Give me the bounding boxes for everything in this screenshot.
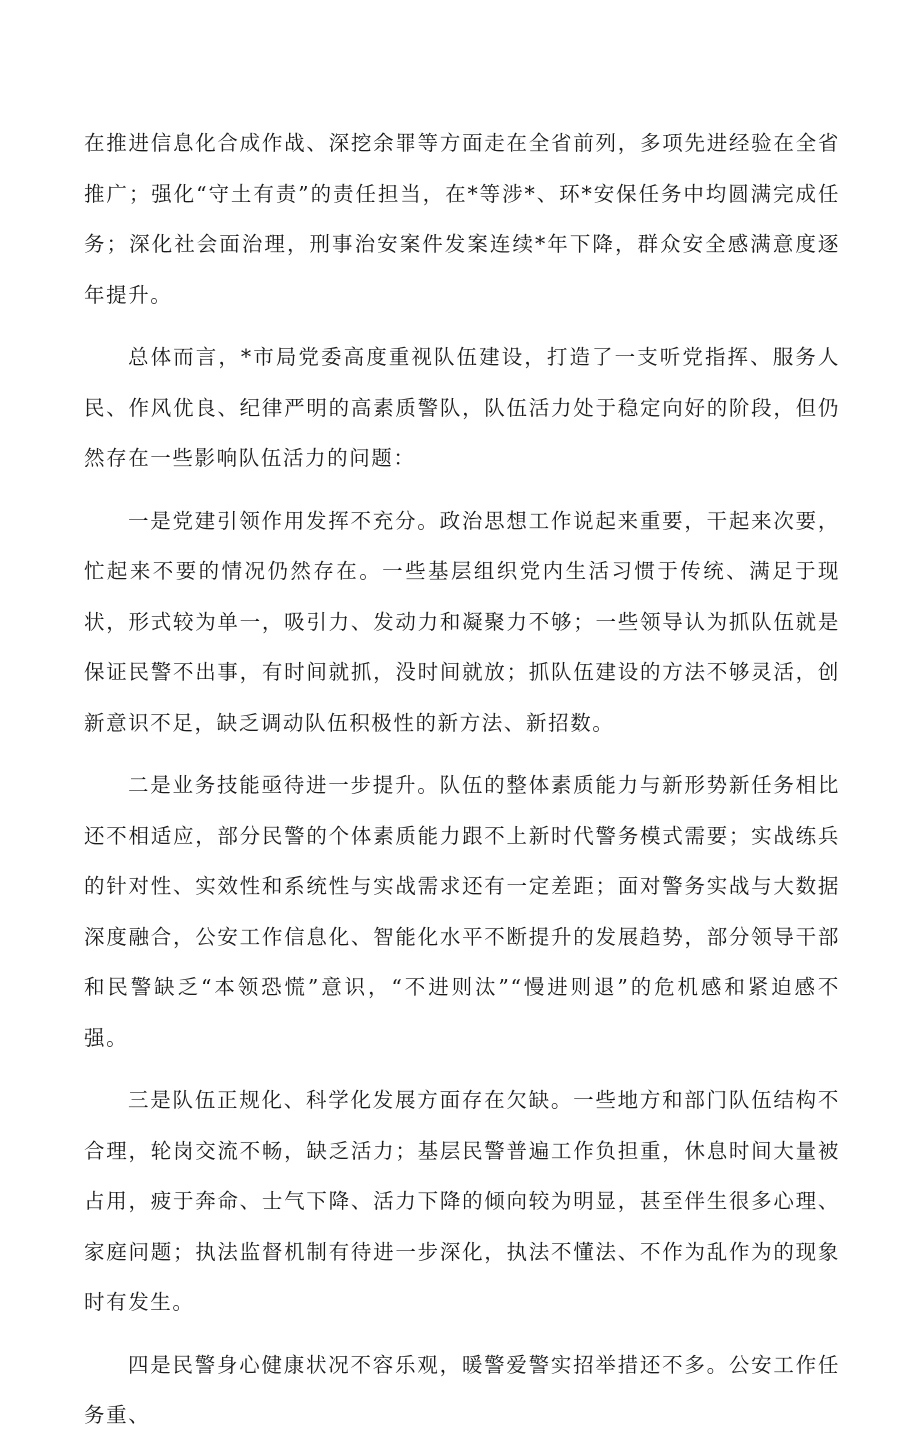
paragraph-issue-2: 二是业务技能亟待进一步提升。队伍的整体素质能力与新形势新任务相比还不相适应，部分民警的个体素质能力跟不上新时代警务模式需要；实战练兵的针对性、实效性和系统性与实战需求还有一定差距；面对警务实战与大数据深度融合，公安工作信息化、智能化水平不断提升的发展趋势，部分领导干部和民警缺乏“本领恐慌”意识，“不进则汰”“慢进则退”的危机感和紧迫感不强。 <box>84 773 840 1050</box>
paragraph-summary: 总体而言，*市局党委高度重视队伍建设，打造了一支听党指挥、服务人民、作风优良、纪律严明的高素质警队，队伍活力处于稳定向好的阶段，但仍然存在一些影响队伍活力的问题： <box>84 345 840 470</box>
paragraph-issue-1: 一是党建引领作用发挥不充分。政治思想工作说起来重要，干起来次要，忙起来不要的情况仍然存在。一些基层组织党内生活习惯于传统、满足于现状，形式较为单一，吸引力、发动力和凝聚力不够；一些领导认为抓队伍就是保证民警不出事，有时间就抓，没时间就放；抓队伍建设的方法不够灵活，创新意识不足，缺乏调动队伍积极性的新方法、新招数。 <box>84 508 840 735</box>
document-body <box>84 118 840 1453</box>
paragraph-issue-4: 四是民警身心健康状况不容乐观，暖警爱警实招举措还不多。公安工作任务重、 <box>84 1352 840 1427</box>
paragraph-continued: 在推进信息化合成作战、深挖余罪等方面走在全省前列，多项先进经验在全省推广；强化“守土有责”的责任担当，在*等涉*、环*安保任务中均圆满完成任务；深化社会面治理，刑事治安案件发案连续*年下降，群众安全感满意度逐年提升。 <box>84 131 840 307</box>
paragraph-issue-3: 三是队伍正规化、科学化发展方面存在欠缺。一些地方和部门队伍结构不合理，轮岗交流不畅，缺乏活力；基层民警普遍工作负担重，休息时间大量被占用，疲于奔命、士气下降、活力下降的倾向较为明显，甚至伴生很多心理、家庭问题；执法监督机制有待进一步深化，执法不懂法、不作为乱作为的现象时有发生。 <box>84 1088 840 1314</box>
